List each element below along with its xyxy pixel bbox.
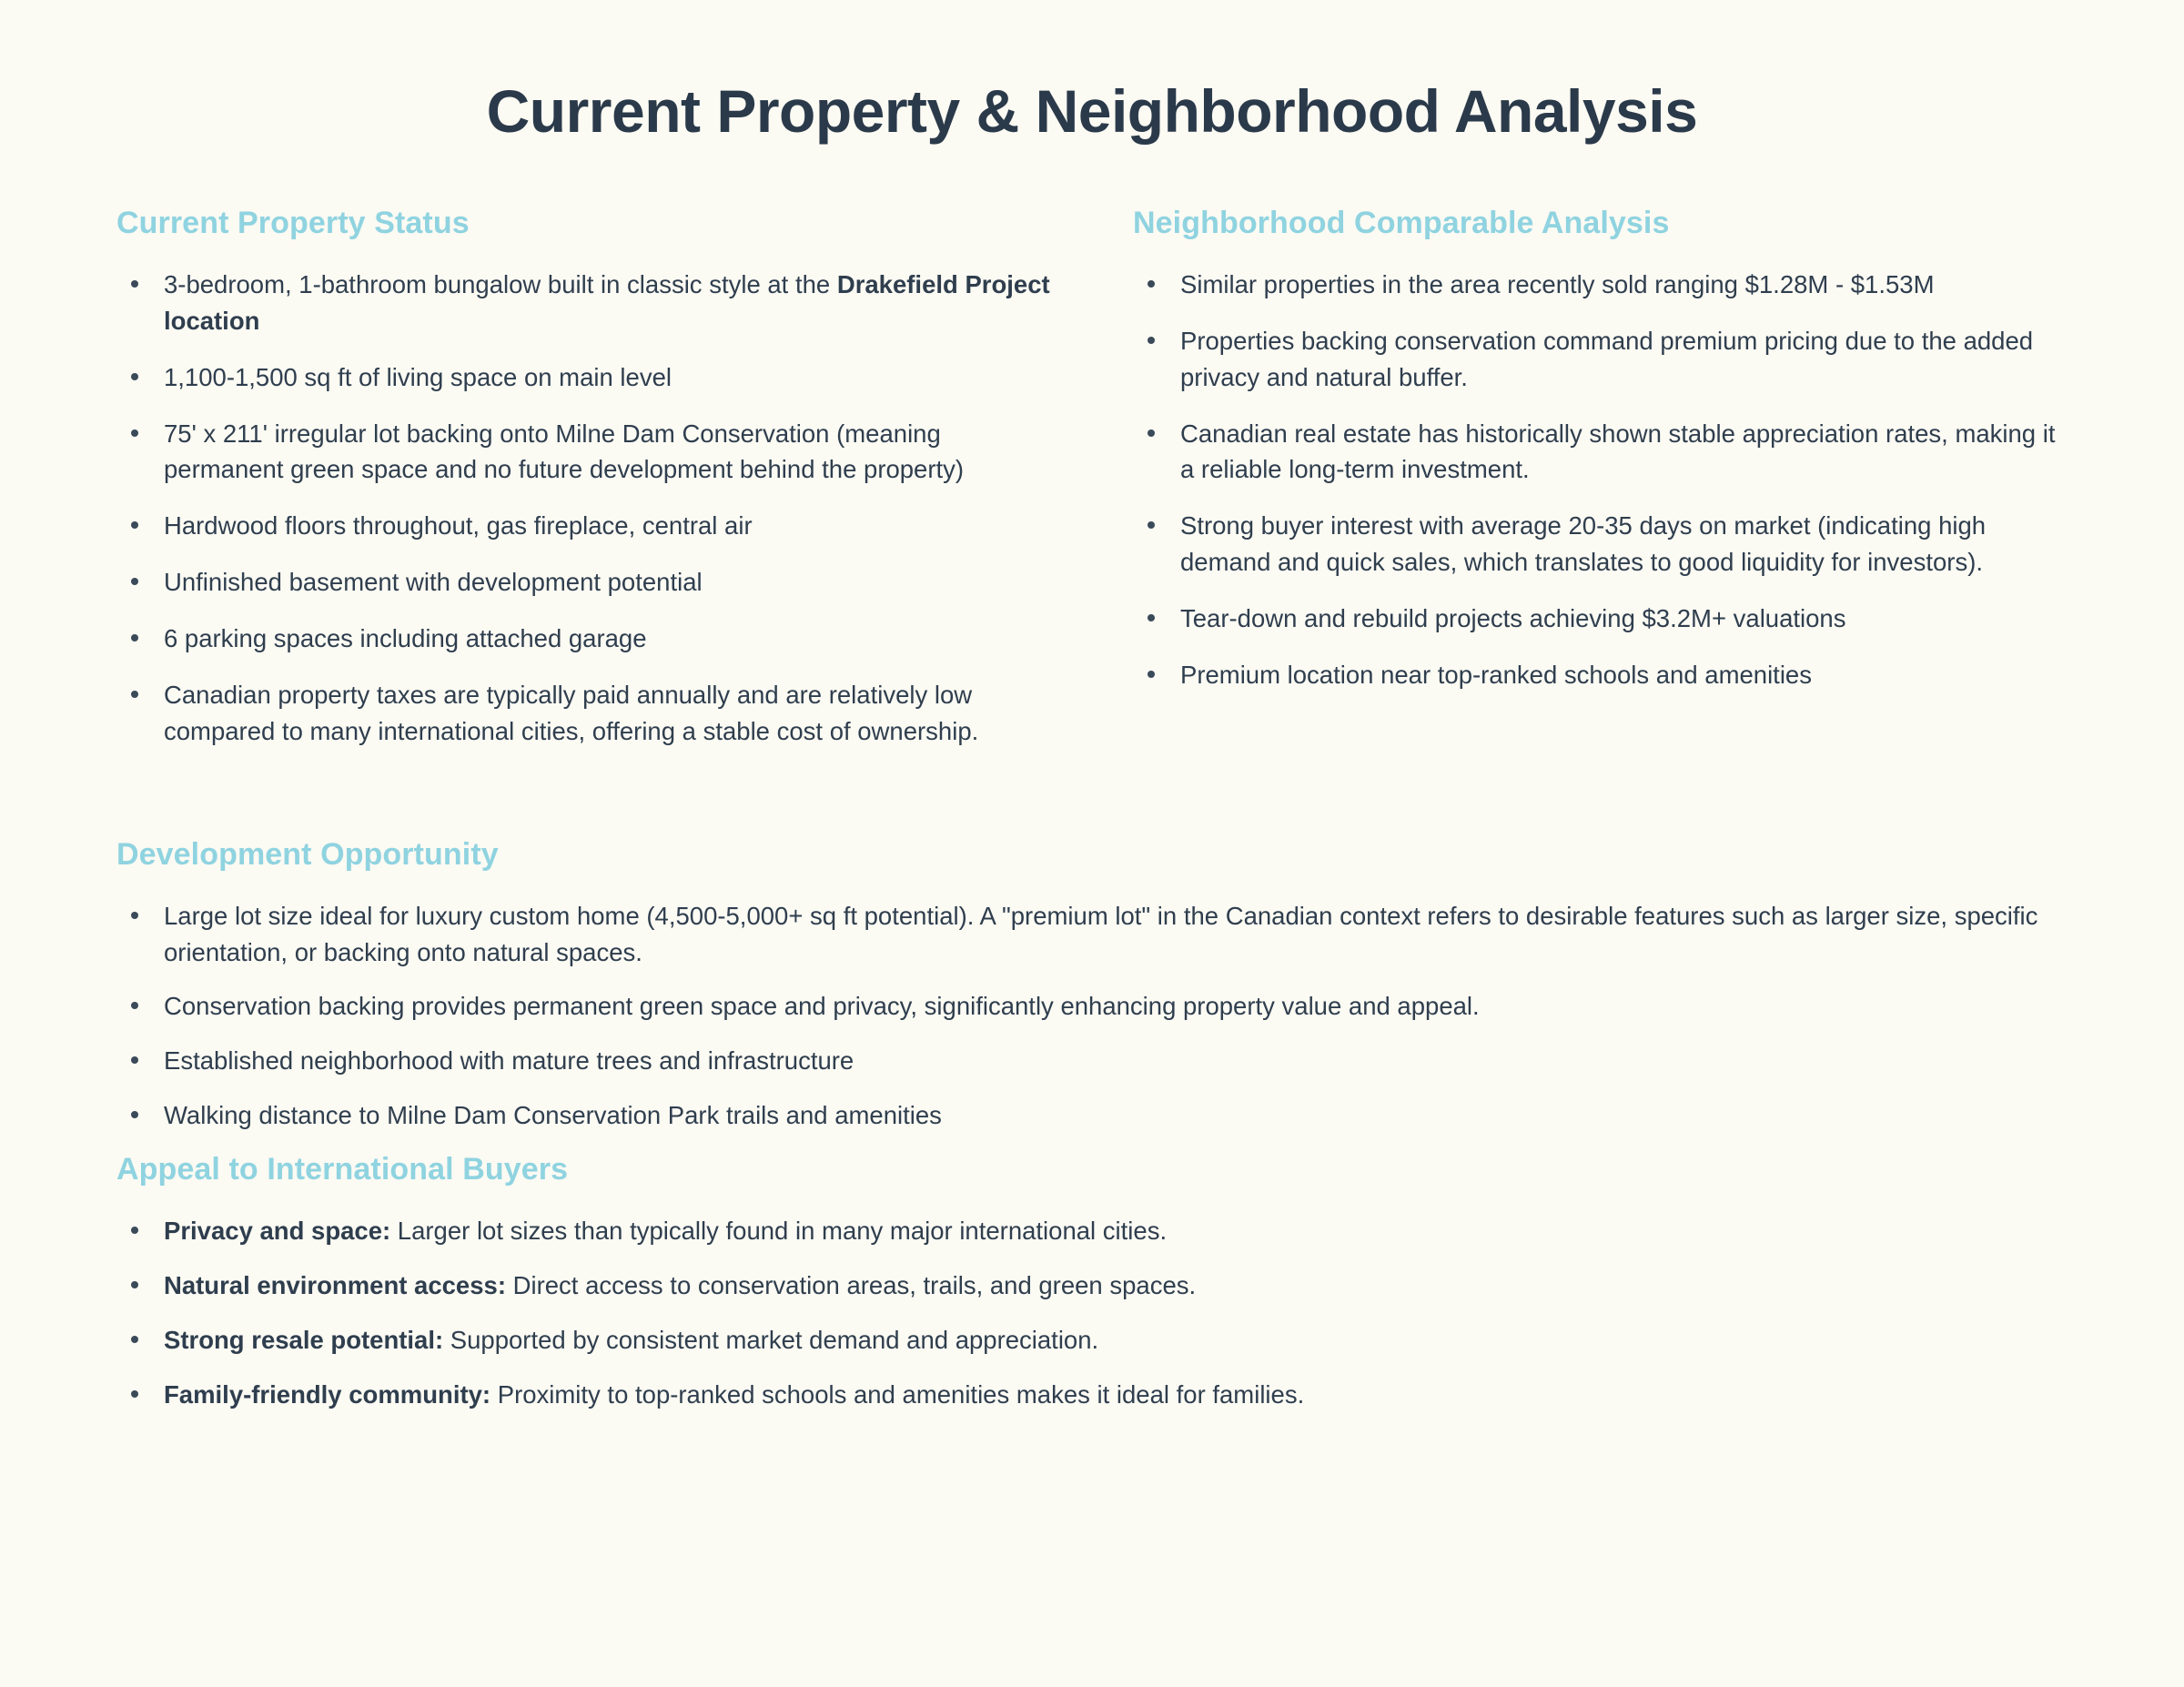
list-development-opportunity (116, 898, 2068, 1134)
list-item (116, 1322, 2068, 1359)
list-item-emphasis: Privacy and space: (164, 1217, 391, 1246)
list-item-emphasis: Drakefield Project location (164, 269, 1050, 335)
list-item-text-trailing: Direct access to conservation areas, trails, and green spaces. (505, 1270, 1197, 1299)
list-item (116, 359, 1051, 396)
list-item (116, 898, 2068, 971)
list-item-text: 6 parking spaces including attached garage (164, 624, 647, 653)
list-item-emphasis: Family-friendly community: (164, 1379, 491, 1409)
list-item (1133, 323, 2068, 396)
list-current-property-status (116, 267, 1051, 750)
list-item-text: Canadian real estate has historically shown stable appreciation rates, making it a reliable long-term investment. (1180, 419, 2056, 484)
right-column (1133, 206, 2068, 713)
list-item (1133, 416, 2068, 489)
two-column-layout (116, 206, 2068, 770)
list-item-text: Strong buyer interest with average 20-35 days on market (indicating high demand and quick sales, which translates to good liquidity for investors). (1180, 511, 1987, 577)
list-item (116, 677, 1051, 750)
list-item (116, 1377, 2068, 1413)
list-item (116, 267, 1051, 339)
list-item-emphasis: Strong resale potential: (164, 1325, 444, 1354)
list-item-text: Canadian property taxes are typically paid annually and are relatively low compared to many international cities, offering a stable cost of ownership. (164, 680, 979, 745)
list-item (116, 1268, 2068, 1304)
list-item-text: Similar properties in the area recently sold ranging $1.28M - $1.53M (1180, 269, 1935, 298)
list-item (116, 621, 1051, 657)
list-item (1133, 601, 2068, 637)
list-item-text: 75' x 211' irregular lot backing onto Milne Dam Conservation (meaning permanent green space and no future development behind the property) (164, 419, 965, 484)
list-item-text-trailing: Supported by consistent market demand and appreciation. (443, 1325, 1099, 1354)
list-item (1133, 267, 2068, 303)
section-heading-current-property-status: Current Property Status (116, 205, 470, 240)
list-item-emphasis: Natural environment access: (164, 1270, 506, 1299)
list-item (116, 1097, 2068, 1134)
list-item (116, 1043, 2068, 1079)
section-heading-neighborhood-comparable-analysis: Neighborhood Comparable Analysis (1133, 205, 1670, 240)
list-item-text: Tear-down and rebuild projects achieving $3.2M+ valuations (1180, 604, 1846, 633)
list-item (116, 508, 1051, 544)
section-heading-appeal-to-international-buyers: Appeal to International Buyers (116, 1152, 569, 1187)
section-heading-development-opportunity: Development Opportunity (116, 836, 499, 872)
list-item-text: Premium location near top-ranked schools and amenities (1180, 660, 1812, 689)
list-item-text: Unfinished basement with development potential (164, 568, 703, 597)
list-item (1133, 657, 2068, 693)
list-item-text-trailing: Larger lot sizes than typically found in many major international cities. (390, 1217, 1168, 1246)
list-item (116, 564, 1051, 601)
list-neighborhood-comparable-analysis (1133, 267, 2068, 693)
section-development-opportunity (116, 837, 2068, 1134)
list-item (116, 988, 2068, 1025)
list-item (1133, 508, 2068, 581)
list-item (116, 1213, 2068, 1249)
page-title: Current Property & Neighborhood Analysis (486, 77, 1698, 145)
list-item-text: Properties backing conservation command premium pricing due to the added privacy and natural buffer. (1180, 326, 2034, 391)
list-item-text: Established neighborhood with mature trees and infrastructure (164, 1046, 854, 1076)
list-item-text: 3-bedroom, 1-bathroom bungalow built in classic style at the (164, 269, 837, 298)
list-item (116, 416, 1051, 489)
list-item-text: Walking distance to Milne Dam Conservation Park trails and amenities (164, 1101, 942, 1130)
list-item-text-trailing: Proximity to top-ranked schools and amenities makes it ideal for families. (490, 1379, 1305, 1409)
left-column (116, 206, 1051, 770)
section-appeal-to-international-buyers (116, 1152, 2068, 1413)
list-item-text: Hardwood floors throughout, gas fireplace, central air (164, 511, 753, 540)
list-appeal-to-international-buyers (116, 1213, 2068, 1413)
list-item-text: Conservation backing provides permanent green space and privacy, significantly enhancing property value and appeal. (164, 992, 1480, 1021)
list-item-text: Large lot size ideal for luxury custom home (4,500-5,000+ sq ft potential). A "premium lot" in the Canadian context refers to desirable features such as larger size, specific orientation, or backing onto natural spaces. (164, 901, 2038, 966)
list-item-text: 1,100-1,500 sq ft of living space on main level (164, 362, 672, 391)
